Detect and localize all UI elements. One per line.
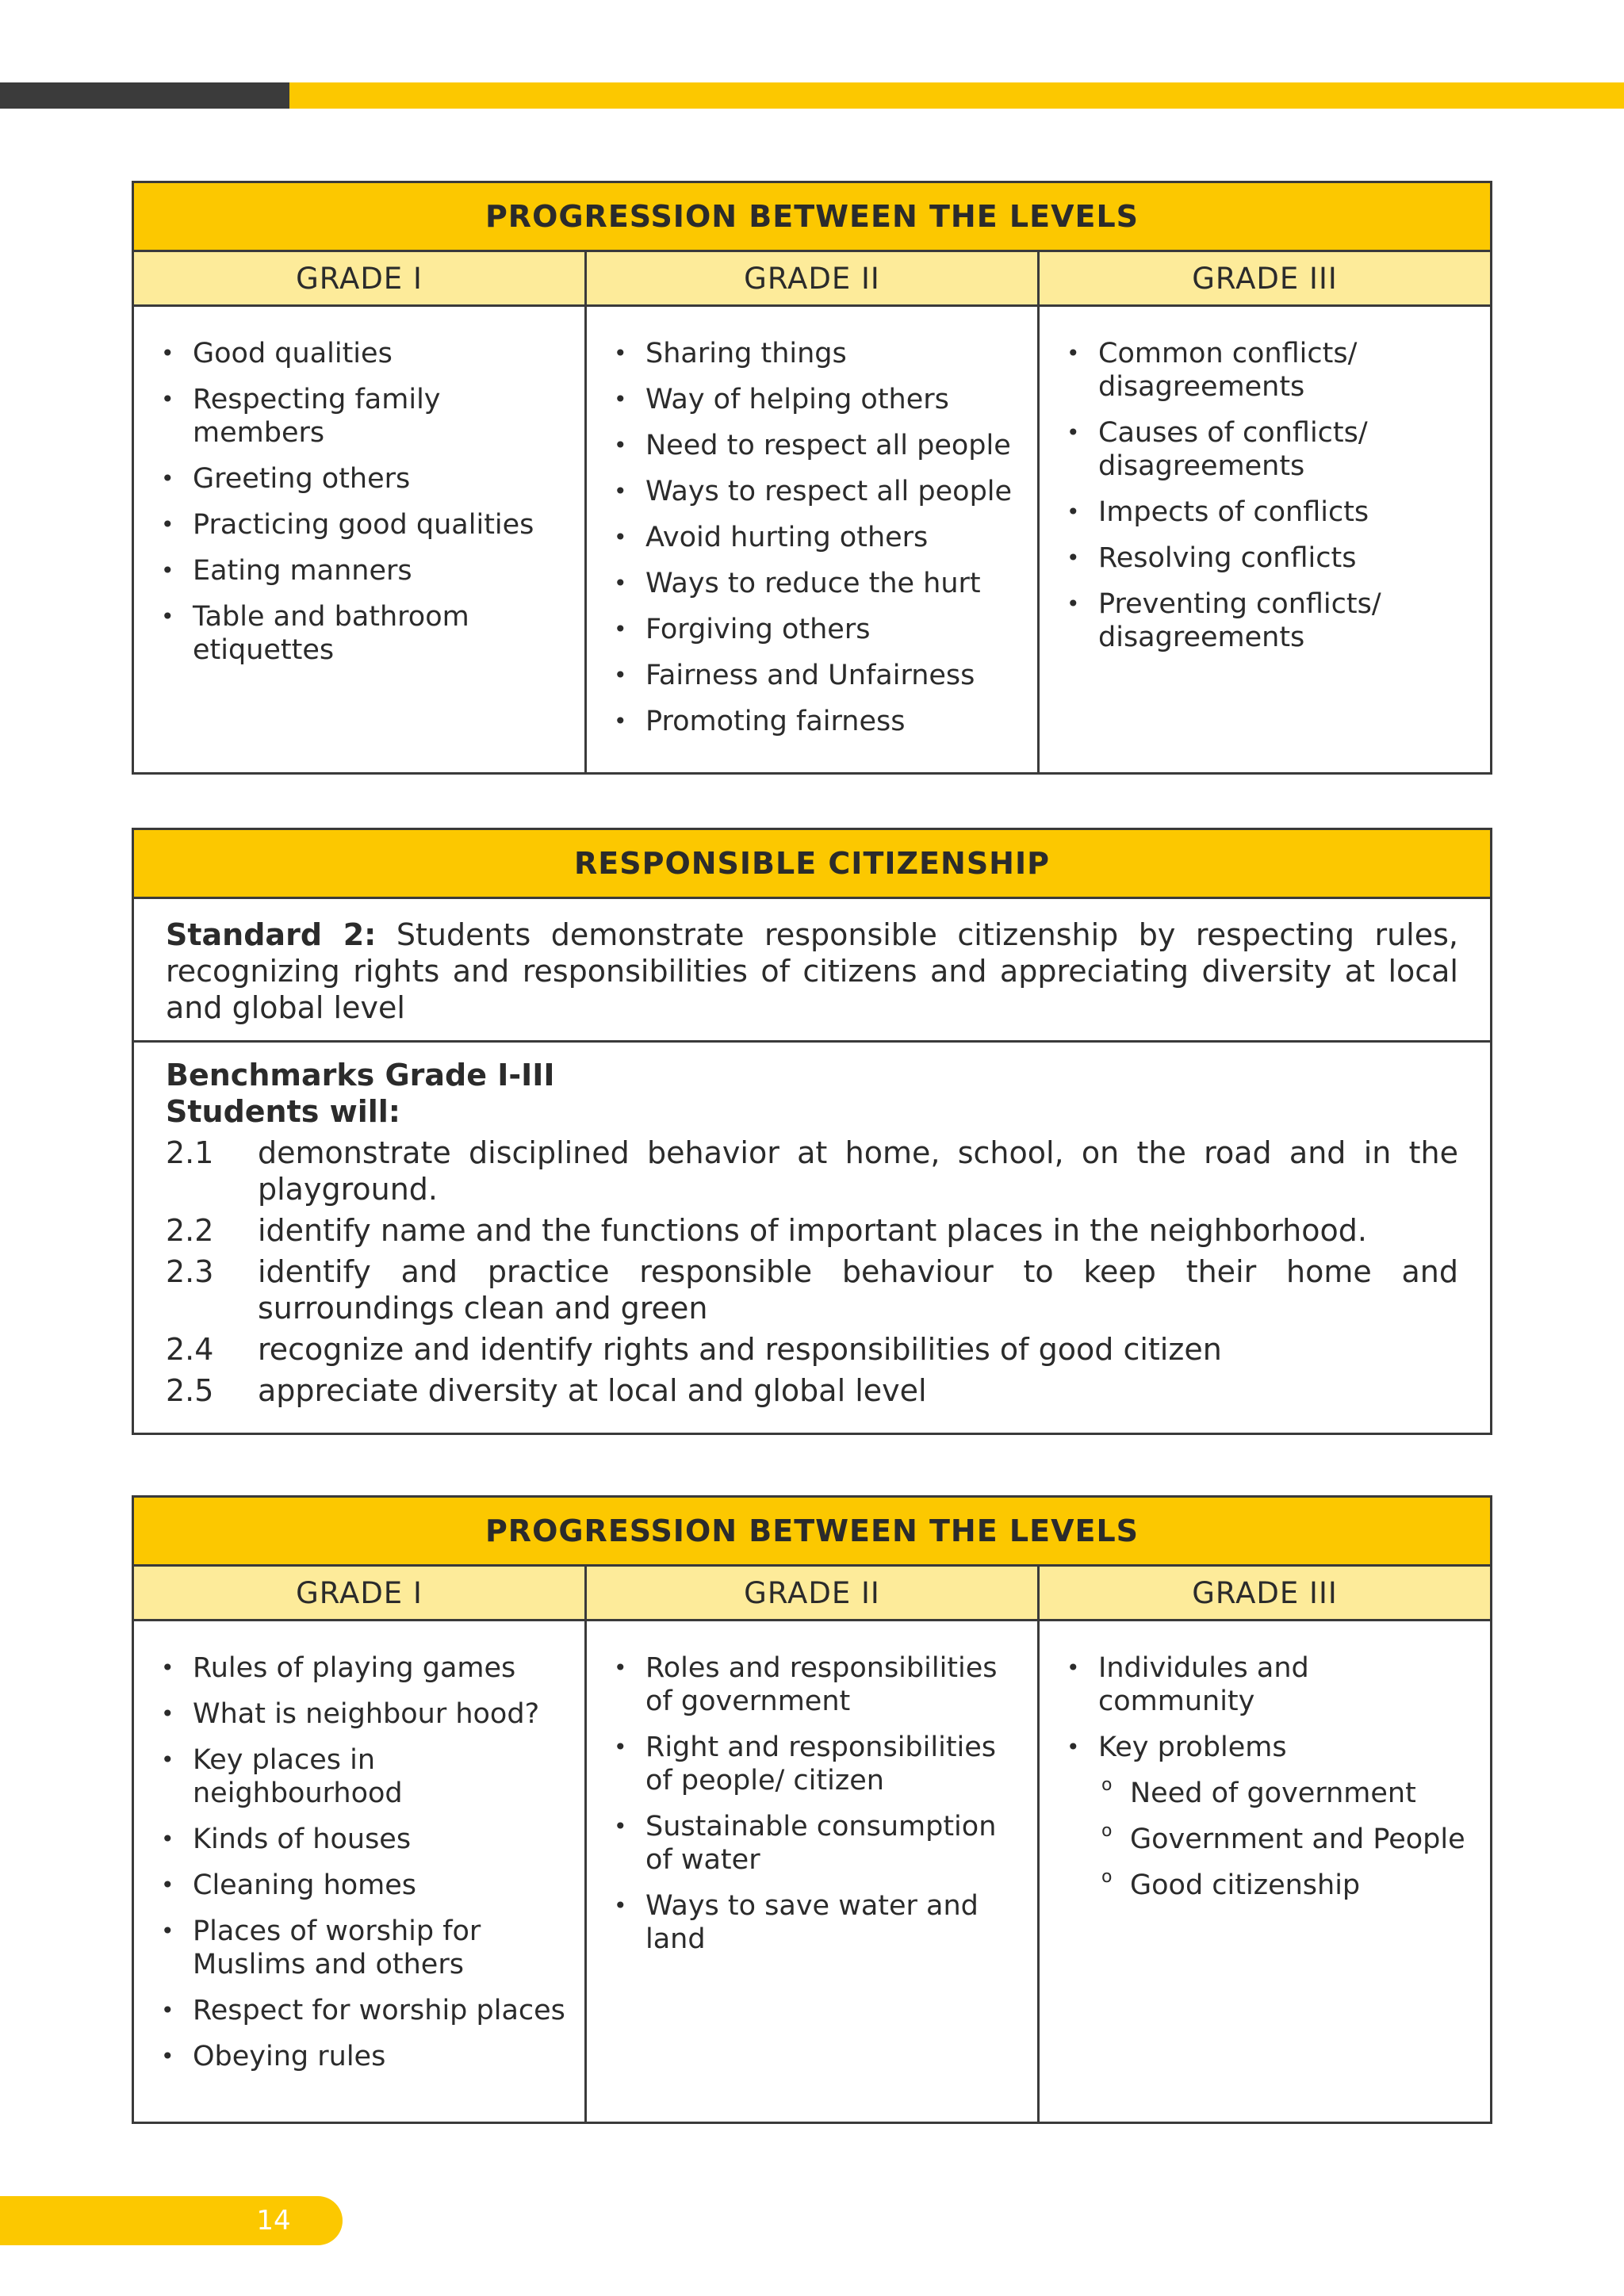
citizenship-title: RESPONSIBLE CITIZENSHIP xyxy=(133,829,1492,898)
list-item: • Promoting fairness xyxy=(606,705,1018,738)
standard-label: Standard 2: xyxy=(166,917,377,952)
benchmark-row xyxy=(166,1331,1458,1368)
benchmark-number: 2.3 xyxy=(166,1254,214,1289)
list-item: • Obeying rules xyxy=(153,2040,565,2073)
citizenship-table xyxy=(132,828,1492,1435)
grade-1-column xyxy=(133,1621,586,2123)
grade-header-1: GRADE I xyxy=(133,1566,586,1621)
progression-table-1 xyxy=(132,181,1492,775)
grade-header-1: GRADE I xyxy=(133,251,586,306)
list-item: • Roles and responsibilities of government xyxy=(606,1651,1018,1718)
benchmark-text: identify and practice responsible behaviour to keep their home and surroundings clean and green xyxy=(258,1254,1458,1326)
list-item: • Rules of playing games xyxy=(153,1651,565,1685)
list-item: • Places of worship for Muslims and others xyxy=(153,1915,565,1981)
grade-header-2: GRADE II xyxy=(586,251,1039,306)
benchmarks-section xyxy=(133,1042,1492,1434)
progression-table-2 xyxy=(132,1495,1492,2124)
benchmark-row xyxy=(166,1135,1458,1207)
list-item: • Impects of conflicts xyxy=(1059,496,1471,529)
table-title: PROGRESSION BETWEEN THE LEVELS xyxy=(133,1497,1492,1566)
list-item: • Good qualities xyxy=(153,337,565,370)
list-item: • Table and bathroom etiquettes xyxy=(153,600,565,667)
header-bar-yellow xyxy=(289,82,1624,109)
benchmarks-heading: Benchmarks Grade I-III xyxy=(166,1058,555,1093)
benchmark-row xyxy=(166,1253,1458,1326)
grade-1-column xyxy=(133,306,586,774)
list-item: • Way of helping others xyxy=(606,383,1018,416)
list-item: • Forgiving others xyxy=(606,613,1018,646)
list-item: • Avoid hurting others xyxy=(606,521,1018,554)
sub-list-item: o Need of government xyxy=(1059,1777,1471,1810)
grade-header-3: GRADE III xyxy=(1039,1566,1492,1621)
list-item: • Need to respect all people xyxy=(606,429,1018,462)
list-item: • Respecting family members xyxy=(153,383,565,450)
grade-2-column xyxy=(586,1621,1039,2123)
list-item: • Sustainable consumption of water xyxy=(606,1810,1018,1877)
grade-2-column xyxy=(586,306,1039,774)
benchmark-row xyxy=(166,1212,1458,1249)
list-item: • Causes of conflicts/ disagreements xyxy=(1059,416,1471,483)
sub-list-item: o Good citizenship xyxy=(1059,1869,1471,1902)
grade-3-list xyxy=(1059,1651,1471,1902)
grade-1-list xyxy=(153,337,565,667)
grade-3-column xyxy=(1039,306,1492,774)
students-will-heading: Students will: xyxy=(166,1094,401,1129)
grade-header-2: GRADE II xyxy=(586,1566,1039,1621)
standard-text: Students demonstrate responsible citizenship by respecting rules, recognizing rights and responsibilities of citizens and appreciating diversity at local and global level xyxy=(166,917,1458,1025)
list-item: • Greeting others xyxy=(153,462,565,496)
list-item: • Respect for worship places xyxy=(153,1994,565,2027)
list-item: • Eating manners xyxy=(153,554,565,587)
benchmark-number: 2.5 xyxy=(166,1373,214,1408)
benchmark-row xyxy=(166,1372,1458,1409)
list-item: • Ways to reduce the hurt xyxy=(606,567,1018,600)
list-item: • Common conflicts/ disagreements xyxy=(1059,337,1471,404)
list-item: • Practicing good qualities xyxy=(153,508,565,541)
grade-2-list xyxy=(606,337,1018,738)
list-item: • Kinds of houses xyxy=(153,1823,565,1856)
sub-list-item: o Government and People xyxy=(1059,1823,1471,1856)
list-item: • Fairness and Unfairness xyxy=(606,659,1018,692)
list-item: • Preventing conflicts/ disagreements xyxy=(1059,587,1471,654)
list-item: • Key problems xyxy=(1059,1731,1471,1764)
list-item: • Ways to save water and land xyxy=(606,1889,1018,1956)
list-item: • Key places in neighbourhood xyxy=(153,1743,565,1810)
list-item: • Individules and community xyxy=(1059,1651,1471,1718)
list-item: • What is neighbour hood? xyxy=(153,1697,565,1731)
benchmark-text: recognize and identify rights and responsibilities of good citizen xyxy=(258,1332,1222,1367)
benchmark-text: identify name and the functions of important places in the neighborhood. xyxy=(258,1213,1367,1248)
grade-2-list xyxy=(606,1651,1018,1956)
list-item: • Sharing things xyxy=(606,337,1018,370)
benchmark-number: 2.1 xyxy=(166,1135,214,1170)
grade-3-list xyxy=(1059,337,1471,654)
list-item: • Resolving conflicts xyxy=(1059,541,1471,575)
benchmark-text: demonstrate disciplined behavior at home, school, on the road and in the playground. xyxy=(258,1135,1458,1207)
table-title: PROGRESSION BETWEEN THE LEVELS xyxy=(133,182,1492,251)
benchmark-number: 2.4 xyxy=(166,1332,214,1367)
grade-1-list xyxy=(153,1651,565,2073)
benchmark-text: appreciate diversity at local and global level xyxy=(258,1373,927,1408)
list-item: • Right and responsibilities of people/ citizen xyxy=(606,1731,1018,1797)
list-item: • Ways to respect all people xyxy=(606,475,1018,508)
list-item: • Cleaning homes xyxy=(153,1869,565,1902)
benchmark-number: 2.2 xyxy=(166,1213,214,1248)
grade-3-column xyxy=(1039,1621,1492,2123)
grade-header-3: GRADE III xyxy=(1039,251,1492,306)
header-bar-dark xyxy=(0,82,289,109)
page-number: 14 xyxy=(256,2205,291,2237)
standard-statement xyxy=(133,898,1492,1042)
